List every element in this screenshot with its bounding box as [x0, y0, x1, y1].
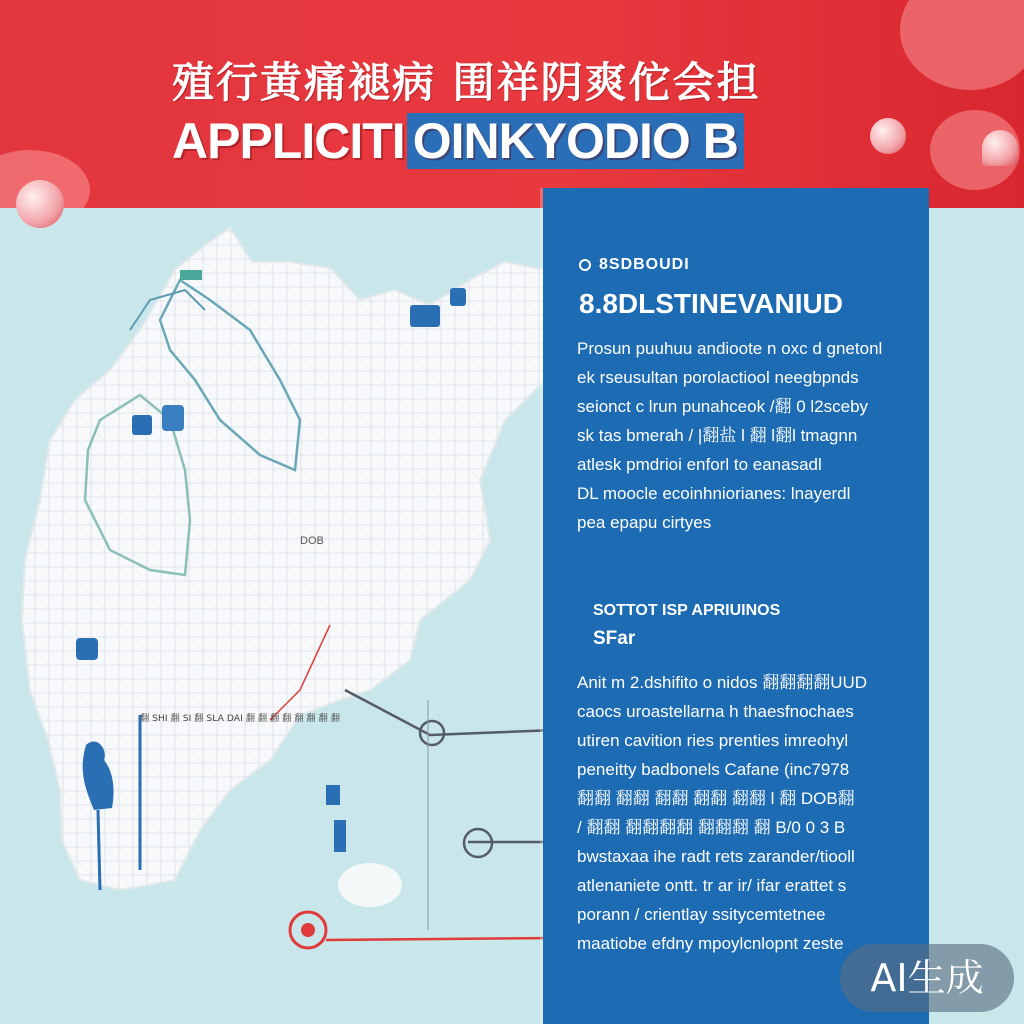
district-marker: [162, 405, 184, 431]
paragraph-line: 翻翻 翻翻 翻翻 翻翻 翻翻 l 翻 DOB翻: [577, 789, 855, 808]
district-marker: [326, 785, 340, 805]
district-marker: [180, 270, 202, 280]
location-pin-dot: [301, 923, 315, 937]
paragraph-line: pea epapu cirtyes: [577, 513, 712, 532]
paragraph-line: caocs uroastellarna h thaesfnochaes: [577, 702, 854, 721]
paragraph-line: atlenaniete ontt. tr ar ir/ ifar erattet s: [577, 876, 847, 895]
district-label: DOB: [300, 535, 324, 547]
paragraph-line: DL moocle ecoinhniorianes: lnayerdl: [577, 484, 851, 503]
header-banner: [0, 0, 1024, 208]
paragraph-line: Prosun puuhuu andioote n oxc d gnetonl: [577, 339, 883, 358]
paragraph-line: sk tas bmerah / |翻盐 l 翻 l翻l tmagnn: [577, 426, 858, 445]
title-english-prefix: APPLICITI: [172, 113, 405, 169]
paragraph-line: / 翻翻 翻翻翻翻 翻翻翻 翻 B/0 0 3 B: [577, 818, 846, 837]
paragraph-line: utiren cavition ries prenties imreohyl: [577, 731, 849, 750]
panel-paragraph-2: [577, 668, 917, 958]
district-marker: [450, 288, 466, 306]
street-label: 翻 SHI 翻 SI 翻 SLA DAI 翻 翻 翻 翻 翻 翻 翻 翻: [140, 714, 336, 724]
panel-paragraph-1: [577, 334, 917, 537]
section-2-subtitle: SFar: [593, 628, 636, 649]
bullet-icon: [579, 259, 591, 271]
lantern-icon: [982, 130, 1018, 166]
title-english-highlight: OINKYODIO B: [407, 113, 744, 169]
map-illustration: [0, 208, 560, 1024]
panel-eyebrow: [579, 256, 690, 274]
connector-line: [345, 690, 555, 735]
cloud-decoration: [900, 0, 1024, 90]
paragraph-line: ek rseusultan porolactiool neegbpnds: [577, 368, 859, 387]
panel-eyebrow-text: 8SDBOUDI: [599, 256, 690, 273]
pin-stem: [98, 810, 100, 890]
info-panel: [543, 188, 929, 1024]
page-title-english: [172, 112, 744, 170]
island: [338, 863, 402, 907]
panel-heading: 8.8DLSTINEVANIUD: [579, 288, 843, 319]
page-title-chinese: 殖行黄痛褪病 围祥阴爽佗会担: [172, 58, 761, 107]
district-marker: [132, 415, 152, 435]
district-marker: [334, 820, 346, 852]
paragraph-line: atlesk pmdrioi enforl to eanasadl: [577, 455, 822, 474]
paragraph-line: peneitty badbonels Cafane (inc7978: [577, 760, 850, 779]
paragraph-line: seionct c lrun punahceok /翻 0 l2sceby: [577, 397, 869, 416]
ai-generated-badge: AI生成: [840, 944, 1014, 1012]
section-2-label: SOTTOT ISP APRIUINOS: [593, 602, 781, 619]
city-map: [0, 208, 560, 1024]
district-marker: [76, 638, 98, 660]
district-marker: [410, 305, 440, 327]
paragraph-line: porann / crientlay ssitycemtetnee: [577, 905, 826, 924]
paragraph-line: Anit m 2.dshifito o nidos 翻翻翻翻UUD: [577, 673, 868, 692]
lantern-icon: [870, 118, 906, 154]
paragraph-line: maatiobe efdny mpoylcnlopnt zeste: [577, 934, 844, 953]
red-connector: [326, 938, 555, 940]
paragraph-line: bwstaxaa ihe radt rets zarander/tiooll: [577, 847, 855, 866]
